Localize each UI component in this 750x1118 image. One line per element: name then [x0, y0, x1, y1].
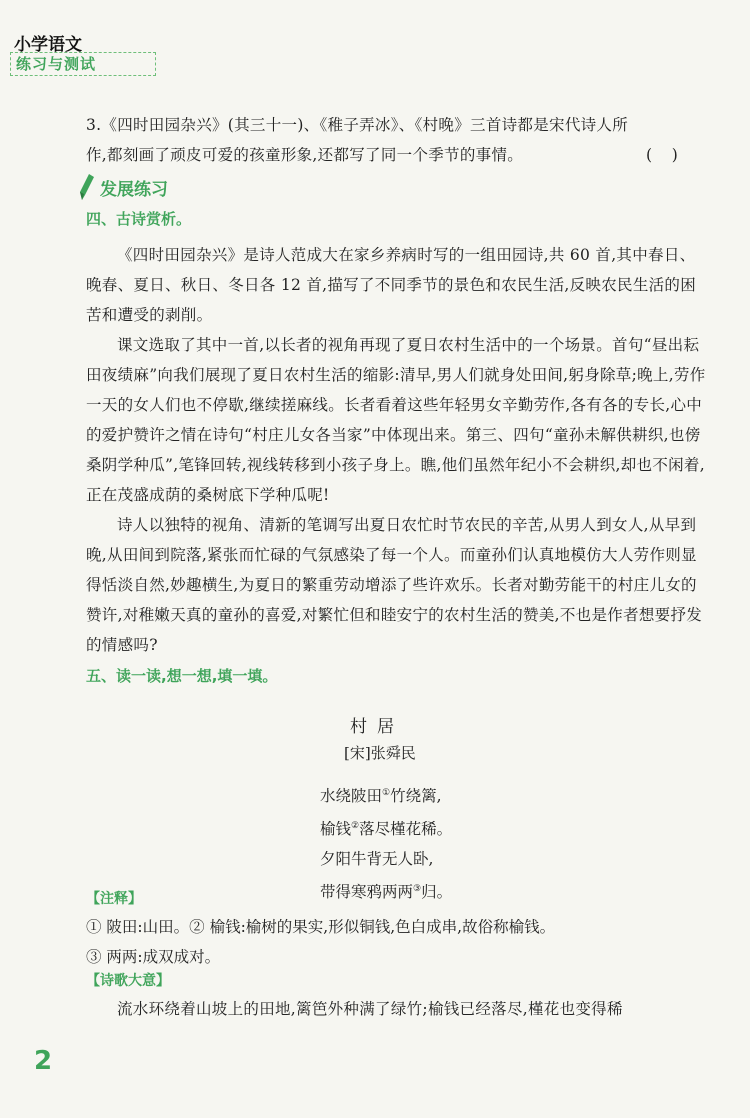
passage-paragraph-2: 课文选取了其中一首,以长者的视角再现了夏日农村生活中的一个场景。首句“昼出耘田夜绩麻”向我们展现了夏日农村生活的缩影:清早,男人们就身处田间,躬身除草;晚上,劳作一天的女人们也不停歇,继续搓麻线。长者看着这些年轻男女辛勤劳作,各有各的专长,心中的爱护赞许之情在诗句“村庄儿女各当家”中体现出来。第三、四句“童孙未解供耕织,也傍桑阴学种瓜”,笔锋回转,视线转移到小孩子身上。瞧,他们虽然年纪小不会耕织,却也不闲着,正在茂盛成荫的桑树底下学种瓜呢! — [86, 336, 706, 504]
footnote-mark-2: ② — [351, 821, 360, 832]
question-3-line-1: 3.《四时田园杂兴》(其三十一)、《稚子弄冰》、《村晚》三首诗都是宋代诗人所 — [86, 116, 629, 134]
series-title: 小学语文 — [14, 35, 82, 55]
poem-line-1 — [320, 778, 452, 811]
answer-parentheses: ( ) — [646, 146, 678, 164]
question-3-line-2: 作,都刻画了顽皮可爱的孩童形象,还都写了同一个季节的事情。 — [86, 146, 524, 164]
poem-line-2-part-a: 榆钱 — [320, 820, 352, 839]
poem-line-4-part-b: 归。 — [421, 883, 453, 902]
poem-line-2 — [320, 811, 452, 844]
meaning-text: 流水环绕着山坡上的田地,篱笆外种满了绿竹;榆钱已经落尽,槿花也变得稀 — [117, 1000, 623, 1018]
notes-body — [86, 912, 706, 972]
poem-line-3: 夕阳牛背无人卧, — [320, 850, 434, 869]
poem-author: [宋]张舜民 — [344, 744, 416, 762]
poem-line-4-part-a: 带得寒鸦两两 — [320, 883, 414, 902]
question-3 — [86, 110, 706, 170]
notes-line-2: ③ 两两:成双成对。 — [86, 948, 221, 966]
poem-line-1-part-b: 竹绕篱, — [390, 787, 442, 806]
part-5-heading: 五、读一读,想一想,填一填。 — [86, 667, 278, 685]
poem-line-4 — [320, 874, 452, 907]
section-heading — [78, 172, 168, 202]
poem-title: 村居 — [350, 717, 404, 737]
passage-paragraph-1: 《四时田园杂兴》是诗人范成大在家乡养病时写的一组田园诗,共 60 首,其中春日、晚春、夏日、秋日、冬日各 12 首,描写了不同季节的景色和农民生活,反映农民生活的困苦和遭受的剥削。 — [86, 246, 697, 324]
passage-paragraph-3: 诗人以独特的视角、清新的笔调写出夏日农忙时节农民的辛苦,从男人到女人,从早到晚,从田间到院落,紧张而忙碌的气氛感染了每一个人。而童孙们认真地模仿大人劳作则显得恬淡自然,妙趣横生,为夏日的繁重劳动增添了些许欢乐。长者对勤劳能干的村庄儿女的赞许,对稚嫩天真的童孙的喜爱,对繁忙但和睦安宁的农村生活的赞美,不也是作者想要抒发的情感吗? — [86, 516, 703, 654]
notes-line-1: ① 陂田:山田。② 榆钱:榆树的果实,形似铜钱,色白成串,故俗称榆钱。 — [86, 918, 556, 936]
footnote-mark-1: ① — [382, 788, 391, 798]
pen-icon — [78, 172, 96, 202]
poem-line-2-part-b: 落尽槿花稀。 — [359, 820, 453, 839]
part-4-heading: 四、古诗赏析。 — [86, 210, 192, 228]
series-subtitle: 练习与测试 — [16, 55, 97, 73]
footnote-mark-3: ③ — [413, 884, 422, 895]
meaning-label: 【诗歌大意】 — [86, 973, 170, 989]
section-title: 发展练习 — [100, 179, 168, 200]
page-number: 2 — [34, 1046, 53, 1076]
notes-label: 【注释】 — [86, 891, 142, 907]
poem-line-1-part-a: 水绕陂田 — [320, 787, 383, 806]
poem-body — [320, 778, 452, 907]
